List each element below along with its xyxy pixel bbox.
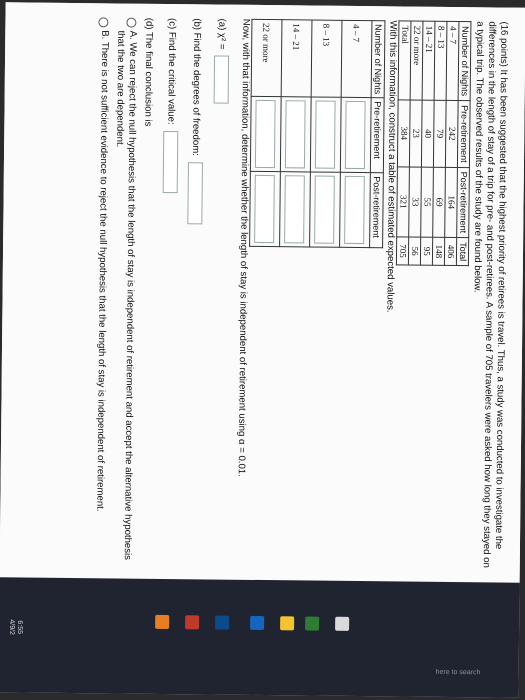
choice-a-label: A. We can reject the null hypothesis that the length of stay is independent of retirement and accept the alternative hypothesis that the two are dependent. (114, 30, 139, 561)
part-d-label: (d) The final conclusion is (142, 17, 155, 127)
clock (7, 619, 23, 635)
expected-cell (310, 97, 341, 172)
table-row (432, 21, 447, 265)
expected-cell (340, 97, 371, 172)
expected-cell (250, 171, 281, 246)
table-cell: 40 (421, 100, 434, 167)
expected-input-pre-4-7[interactable] (345, 101, 366, 169)
degrees-of-freedom-input[interactable] (187, 162, 203, 224)
task-view-icon[interactable] (335, 617, 349, 631)
browser-icon[interactable] (215, 616, 229, 630)
expected-input-post-14-21[interactable] (285, 175, 306, 243)
expected-header: Pre-retirement (370, 98, 384, 173)
observed-header: Post-retirement (457, 167, 470, 238)
choice-b-label: B. There is not sufficient evidence to reject the null hypothesis that the length of stay is independent of retirement. (94, 30, 111, 512)
expected-header: Post-retirement (370, 173, 384, 248)
observed-header: Number of Nights (458, 22, 471, 101)
row-label: 4 – 7 (446, 21, 459, 100)
expected-input-post-8-13[interactable] (315, 176, 336, 244)
table-cell: 23 (409, 100, 422, 167)
table-row (250, 19, 282, 246)
expected-input-pre-14-21[interactable] (285, 100, 306, 168)
table-cell: 321 (397, 166, 410, 237)
expected-table (249, 19, 385, 248)
table-row (310, 20, 342, 247)
expected-cell (310, 172, 341, 247)
table-cell: 242 (445, 100, 458, 167)
choice-a[interactable] (109, 17, 139, 567)
office-icon[interactable] (185, 615, 199, 629)
chi-square-input[interactable] (214, 55, 230, 103)
expected-cell (250, 96, 281, 171)
app-icon[interactable] (305, 616, 319, 630)
part-d (137, 18, 155, 568)
part-a-label: (a) χ² = (216, 18, 228, 50)
taskbar-search[interactable]: here to search (435, 668, 481, 677)
table-row (396, 21, 411, 265)
row-label: Total (398, 21, 411, 100)
expected-input-pre-22-plus[interactable] (255, 100, 276, 168)
row-label: 14 – 21 (281, 20, 312, 97)
expected-cell (280, 97, 311, 172)
part-b-label: (b) Find the degrees of freedom: (190, 18, 203, 156)
row-label: 22 or more (251, 19, 282, 96)
observed-table (396, 20, 472, 266)
store-icon[interactable] (250, 616, 264, 630)
expected-cell (280, 172, 311, 247)
table-cell: 406 (444, 237, 456, 265)
taskbar (0, 577, 520, 697)
monitor-screen (0, 2, 525, 697)
media-icon[interactable] (155, 615, 169, 629)
part-c-label: (c) Find the critical value: (165, 17, 178, 125)
table-cell: 56 (408, 237, 420, 265)
table-cell: 33 (409, 167, 422, 238)
table-row (420, 21, 435, 265)
radio-a[interactable] (126, 18, 136, 28)
folder-icon[interactable] (280, 616, 294, 630)
expected-input-pre-8-13[interactable] (315, 101, 336, 169)
table-cell: 95 (420, 237, 432, 265)
row-label: 4 – 7 (341, 20, 372, 97)
expected-header-row (370, 21, 385, 248)
table-cell: 55 (421, 167, 434, 238)
table-cell: 705 (396, 237, 408, 265)
row-label: 22 or more (410, 21, 423, 100)
expected-input-post-22-plus[interactable] (255, 175, 276, 243)
row-label: 14 – 21 (422, 21, 435, 100)
table-cell: 148 (432, 237, 444, 265)
observed-header-row (456, 22, 471, 266)
problem-container (93, 17, 510, 571)
table-row (408, 21, 423, 265)
part-b (184, 18, 205, 568)
row-label: 8 – 13 (434, 21, 447, 100)
problem-intro: (16 points) It has been suggested that the highest priority of retirees is travel. Thus, a study was conducted to investigate the differences in the length of stay of a trip for pre- and post-retirees. A sample of 705 travelers were asked how long they stayed on a typical trip. The observed results of the study are found below. (471, 21, 510, 568)
part-a (209, 18, 230, 568)
observed-header: Pre-retirement (457, 101, 470, 168)
observed-header: Total (456, 238, 468, 266)
row-label: 8 – 13 (311, 20, 342, 97)
radio-b[interactable] (98, 17, 108, 27)
choice-b[interactable] (93, 17, 111, 567)
table-row (340, 20, 372, 247)
homework-page (0, 2, 525, 582)
expected-cell (340, 172, 371, 247)
table-row (280, 20, 312, 247)
expected-intro: With this information, construct a table of estimated expected values. (384, 20, 399, 313)
part-c (159, 18, 180, 568)
clock-time: 6:55 (16, 620, 24, 635)
instruction-text: Now, with that information, determine whether the length of stay is independent of retirement using α = 0.01. (235, 18, 252, 477)
expected-input-post-4-7[interactable] (345, 176, 366, 244)
clock-date: 4/9/2 (8, 619, 16, 636)
expected-header: Number of Nights (371, 21, 385, 98)
table-cell: 69 (433, 167, 446, 238)
table-cell: 164 (445, 167, 458, 238)
table-cell: 79 (433, 100, 446, 167)
table-cell: 384 (397, 100, 410, 167)
critical-value-input[interactable] (163, 131, 179, 193)
